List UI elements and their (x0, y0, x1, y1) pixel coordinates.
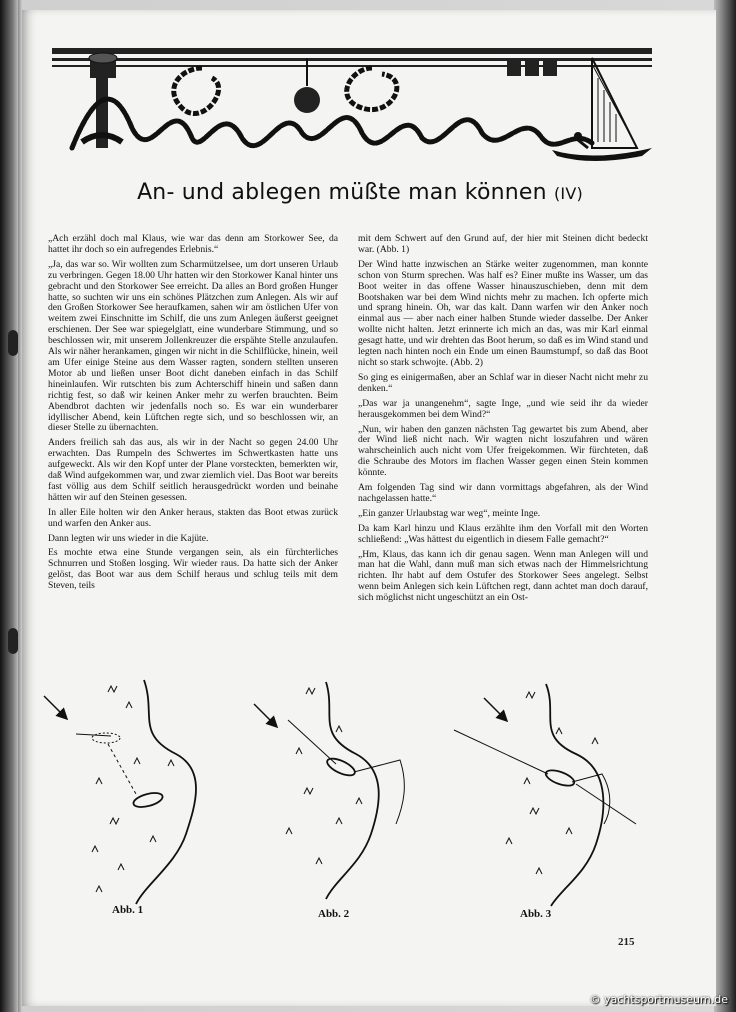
paragraph: Am folgenden Tag sind wir dann vormittags abgefahren, als der Wind nachgelassen hatte.“ (358, 482, 648, 504)
paragraph: „Das war ja unangenehm“, sagte Inge, „und wie seid ihr da wieder herausgekommen bei dem Wind?“ (358, 397, 648, 420)
anchor-line (288, 720, 336, 764)
watermark: © yachtsportmuseum.de (589, 993, 728, 1006)
article-column-left (48, 234, 338, 596)
article-headline (60, 180, 660, 205)
masthead-illustration (52, 38, 652, 166)
figure-label: Abb. 1 (112, 904, 144, 916)
shoreline (136, 680, 196, 904)
article-column-right (358, 234, 648, 608)
paragraph: Dann legten wir uns wieder in die Kajüte. (48, 532, 209, 544)
paragraph: Anders freilich sah das aus, als wir in der Nacht so gegen 24.00 Uhr erwachten. Das Rumpeln des Schwertes im Schwertkasten hatte uns aufgeweckt. Als wir den Kopf unter der Plane vorsteckten, bemerkten wir, daß Wind aufgekommen war, und zwar ziemlich viel. Das Boot war bereits fast völlig aus dem Schilf seitlich herausgedrückt worden und beinahe hätten wir auf den Steinen gesessen. (48, 437, 338, 503)
paragraph: Es mochte etwa eine Stunde vergangen sein, als ein fürchterliches Schnurren und Stoßen losging. Wir wieder raus. Da hatte sich der Anker gelöst, das Boot war aus dem Schilf heraus und schlug teils mit dem Steven, teils (48, 547, 338, 592)
paragraph: „Hm, Klaus, das kann ich dir genau sagen. Wenn man Anlegen will und man hat die Wahl, dann muß man sich etwas nach der Himmelsrichtung richten. Ihr habt auf dem Ostufer des Storkower Sees angelegt. Selbst wenn beim Anlegen sich kein Lüftchen regt, dann achtet man doch darauf, sich möglichst nicht ungeschützt an ein Ost- (358, 548, 648, 604)
headline-part: (IV) (553, 184, 583, 203)
boat-icon (132, 790, 164, 809)
paragraph: In aller Eile holten wir den Anker heraus, stakten das Boot etwas zurück und warfen den Anker aus. (48, 506, 338, 529)
figures-area (36, 674, 666, 944)
paragraph: „Nun, wir haben den ganzen nächsten Tag gewartet bis zum Abend, aber der Wind ließ nicht nach. Wir wagten nicht loszufahren und wären wahrscheinlich auch nicht vom Ufer freigekommen. Wir fürchteten, daß die Schraube des Motors im flachen Wasser gegen einen Stein kommen könnte. (358, 423, 648, 479)
anchor-line (76, 734, 111, 736)
paragraph: Da kam Karl hinzu und Klaus erzählte ihm den Vorfall mit den Worten schließend: „Was hättest du eigentlich in diesem Falle gemacht?“ (358, 522, 648, 545)
paragraph: So ging es einigermaßen, aber an Schlaf war in dieser Nacht nicht mehr zu denken.“ (358, 371, 648, 394)
shoreline (326, 682, 379, 899)
figure-abb-3 (454, 684, 636, 906)
figure-abb-2 (254, 682, 404, 899)
binding-edge (0, 0, 18, 1012)
boat-position-dashed (92, 733, 120, 743)
paragraph: „Ach erzähl doch mal Klaus, wie war das denn am Storkower See, da hattet ihr doch so ein aufregendes Erlebnis.“ (48, 233, 338, 255)
paragraph: „Ein ganzer Urlaubstag war weg“, meinte Inge. (358, 507, 541, 519)
anchor-line (454, 730, 548, 774)
shoreline (546, 684, 603, 906)
boat-icon (544, 767, 576, 789)
headline-title: An- und ablegen müßte man können (137, 180, 547, 205)
banner-stripes (52, 48, 652, 67)
boat-icon (325, 755, 357, 779)
binding-hole (8, 628, 18, 654)
figure-abb-1 (44, 680, 196, 904)
paragraph: mit dem Schwert auf den Grund auf, der hier mit Steinen dicht bedeckt war. (Abb. 1) (358, 233, 648, 255)
wind-arrow (254, 704, 276, 726)
paragraph: „Ja, das war so. Wir wollten zum Scharmützelsee, um dort unseren Urlaub zu verbringen. Gegen 18.00 Uhr hatten wir den Storkower Kanal hinter uns gebracht und den Storkower See erreicht. Da alles an Bord großen Hunger hatte, so suchten wir uns ein schönes Plätzchen zum Anlegen. Als wir auf den Großen Storkower See heraufkamen, sahen wir am östlichen Ufer von weitem zwei Einschnitte im Schilf, die uns zum Anlegen äußerst geeignet erschienen. Der See war spiegelglatt, eine wunderbare Stimmung, und so beschlossen wir, mit unserem Jollenkreuzer die erspähte Stelle anzulaufen. Als wir näher herankamen, gingen wir nicht in die Schilflücke, hinein, weil am Ufer einige Steine aus dem Wasser ragten, sondern stellten unseren Motor ab und ließen unser Boot dicht daneben einfach in das Schilf hineinlaufen. Wir rutschten bis zum Achterschiff hinein und saßen dann richtig fest, so daß wir keinen Anker mehr zu werfen brauchten. Beim Abendbrot dachten wir jedenfalls noch so. Es war ein wunderbarer idyllischer Abend, kein Lüftchen regte sich, und so beschlossen wir, an dieser Stelle zu übernachten. (48, 258, 338, 434)
rope-lettering (72, 99, 592, 148)
reed-marks (92, 686, 174, 892)
paragraph: Der Wind hatte inzwischen an Stärke weiter zugenommen, man konnte schon von Sturm sprechen. Was half es? Einer mußte ins Wasser, um das Boot weiter in das offene Wasser hinauszuschieben, denn mit dem Bootshaken war bei dem Wind nichts mehr zu machen. Ich opferte mich und sprang hinein. Oh, war das kalt. Dann warfen wir den Anker noch einmal aus — aber nach einer halben Stunde wieder dasselbe. Der Anker wollte nicht halten. Jetzt erinnerte ich mich an das, was mir Karl einmal gesagt hatte, und wir drehten das Boot herum, so daß es im Wind stand und legten nach hinten noch ein Ende um einen Baumstumpf, so daß das Boot nicht so stark schwojte. (Abb. 2) (358, 258, 648, 368)
page-shadow (714, 0, 736, 1012)
page-number: 215 (618, 936, 635, 948)
binding-hole (8, 330, 18, 356)
figure-label: Abb. 3 (520, 908, 552, 920)
figure-label: Abb. 2 (318, 908, 350, 920)
buoy-icon (294, 87, 320, 113)
wind-arrow (44, 696, 66, 718)
wind-arrow (484, 698, 506, 720)
reed-marks (506, 692, 598, 874)
